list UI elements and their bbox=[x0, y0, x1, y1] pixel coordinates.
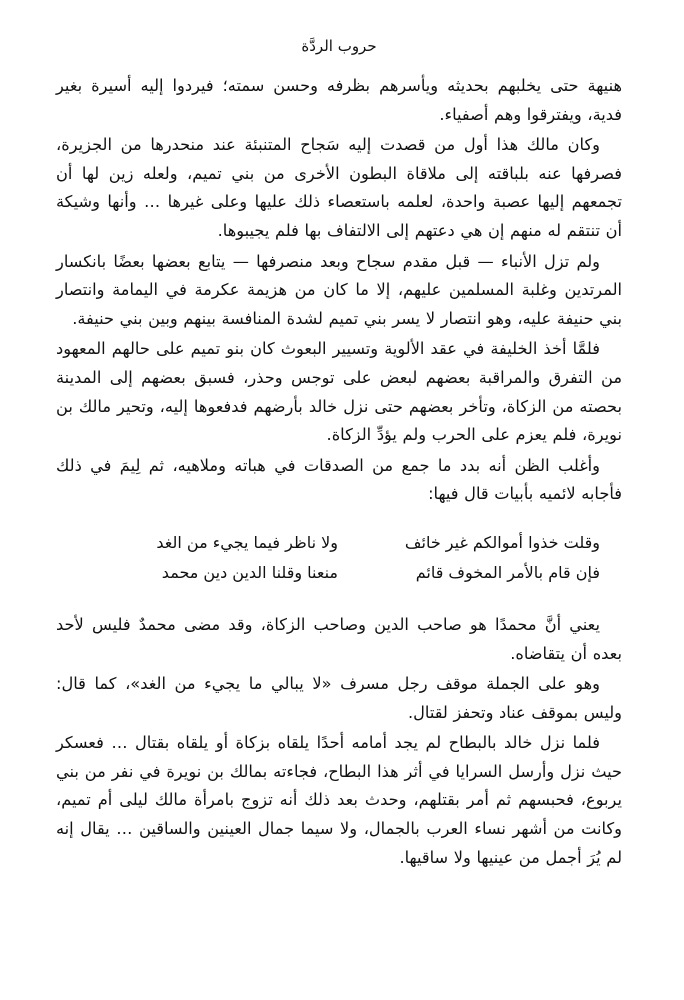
paragraph: وهو على الجملة موقف رجل مسرف «لا يبالي ما يجيء من الغد»، كما قال: وليس بموقف عناد وتحفز لقتال. bbox=[56, 674, 622, 722]
poem-hemistich-first: فإن قام بالأمر المخوف قائم bbox=[415, 562, 600, 582]
paragraph: وأغلب الظن أنه بدد ما جمع من الصدقات في هباته وملاهيه، ثم لِيمَ في ذلك فأجابه لائميه بأبيات قال فيها: bbox=[56, 455, 622, 504]
paragraph: فلما نزل خالد بالبطاح لم يجد أمامه أحدًا يلقاه بزكاة أو يلقاه بقتال … فعسكر حيث نزل وأرسل السرايا في أثر هذا البطاح، فجاءته بمالك بن نويرة في نفر من بني يربوع، فحبسهم ثم أمر بقتلهم، وحدث بعد ذلك أنه تزوج بامرأة مالك ليلى أم تميم، وكانت من أشهر نساء العرب بالجمال، ولا سيما جمال العينين والساقين … يقال إنه لم يُرَ أجمل من عينيها ولا ساقيها. bbox=[56, 733, 622, 867]
paragraph: فلمَّا أخذ الخليفة في عقد الألوية وتسيير البعوث كان بنو تميم على حالهم المعهود من التفرق والمراقبة بعضهم لبعض على توجس وحذر، فسبق بعضهم إلى المدينة بحصته من الزكاة، وتأخر بعضهم حتى نزل خالد بأرضهم فدفعوها إليه، وتحير مالك بن نويرة، فلم يعزم على الحرب ولم يؤدِّ الزكاة. bbox=[56, 339, 622, 445]
paragraph: هنيهة حتى يخلبهم بحديثه ويأسرهم بظرفه وحسن سمته؛ فيردوا إليه أسيرة بغير فدية، ويفترقوا وهم أصفياء. bbox=[56, 76, 622, 124]
running-header: حروب الردَّة bbox=[301, 37, 377, 55]
body-text bbox=[56, 72, 622, 872]
poem bbox=[56, 528, 622, 588]
poem-verse bbox=[56, 558, 600, 588]
paragraph: يعني أنَّ محمدًا هو صاحب الدين وصاحب الزكاة، وقد مضى محمدٌ فليس لأحد بعده أن يتقاضاه. bbox=[56, 614, 622, 663]
poem-hemistich-second: ولا ناظر فيما يجيء من الغد bbox=[156, 532, 338, 552]
paragraph: ولم تزل الأنباء — قبل مقدم سجاح وبعد منصرفها — يتابع بعضها بعضًا بانكسار المرتدين وغلبة المسلمين عليهم، إلا ما كان من هزيمة عكرمة في اليمامة وانتصار بني حنيفة عليه، وهو انتصار لا يسر بني تميم لشدة المنافسة بينهم وبين بني حنيفة. bbox=[56, 251, 622, 328]
poem-hemistich-second: منعنا وقلنا الدين دين محمد bbox=[161, 562, 338, 582]
poem-verse bbox=[56, 528, 600, 558]
paragraph: وكان مالك هذا أول من قصدت إليه سَجاح المتنبئة عند منحدرها من الجزيرة، فصرفها عنه بلباقته إلى ملاقاة البطون الأخرى من بني تميم، ولعله زين لها أن تجمعهم إليها عصبة واحدة، لعلمه باستعصاء ذلك عليها وعلى غيرها … وأنها وشيكة أن تنتقم له منهم إن هي دعتهم إلى الالتفاف بها فلم يجيبوها. bbox=[56, 135, 622, 240]
poem-hemistich-first: وقلت خذوا أموالكم غير خائف bbox=[404, 532, 600, 552]
